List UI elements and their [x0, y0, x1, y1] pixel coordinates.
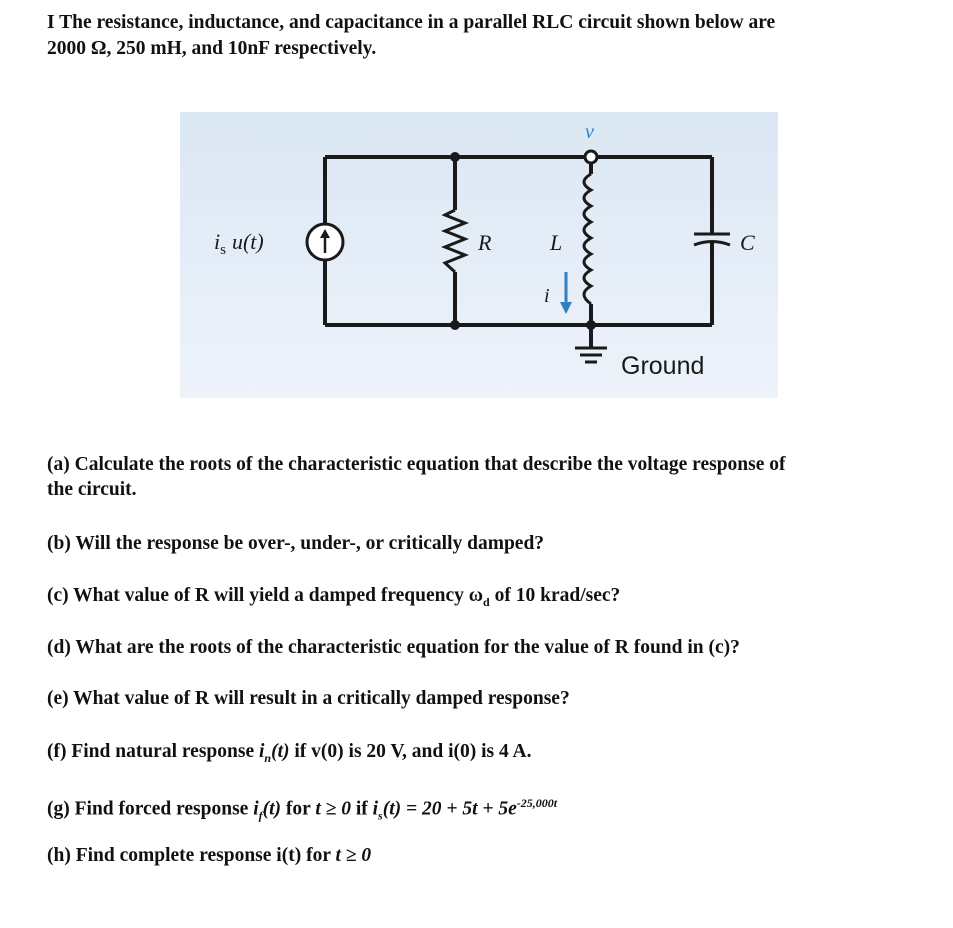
question-b: (b) Will the response be over-, under-, or critically damped? [47, 533, 545, 554]
node-top-resistor [450, 152, 460, 162]
question-h-text: (h) Find complete response i(t) for [47, 845, 336, 866]
source-current-symbol: i [372, 798, 379, 820]
voltage-label: v [585, 121, 594, 143]
question-g [47, 791, 927, 828]
question-d: (d) What are the roots of the characteristic equation for the value of R found in (c)? [47, 637, 740, 658]
node-bottom-resistor [450, 320, 460, 330]
resistor-label: R [478, 230, 492, 255]
question-e: (e) What value of R will result in a critically damped response? [47, 688, 570, 709]
question-h-condition: t ≥ 0 [335, 845, 372, 866]
question-a-line-1: (a) Calculate the roots of the characteristic equation that describe the voltage response of [47, 454, 786, 475]
intro-line-2: 2000 Ω, 250 mH, and 10nF respectively. [47, 38, 377, 59]
intro-line-1: I The resistance, inductance, and capacitance in a parallel RLC circuit shown below are [47, 12, 776, 33]
question-a [47, 452, 927, 502]
omega-subscript: d [483, 594, 490, 609]
question-h [47, 843, 927, 868]
question-f-text: (f) Find natural response [47, 741, 259, 762]
source-current-subscript: s [378, 808, 383, 823]
forced-response-symbol: i [253, 798, 259, 820]
circuit-diagram [180, 112, 778, 398]
question-a-line-2: the circuit. [47, 479, 137, 500]
question-g-if: if [350, 798, 373, 820]
source-current-exponent: -25,000t [516, 796, 558, 810]
forced-response-arg: (t) [262, 798, 282, 820]
forced-response-subscript: f [258, 808, 263, 823]
question-f-end: if v(0) is 20 V, and i(0) is 4 A. [289, 741, 532, 762]
rlc-circuit-figure [180, 112, 778, 398]
problem-intro [47, 10, 927, 62]
voltage-terminal [585, 151, 597, 163]
current-label: i [544, 285, 550, 307]
question-c-text: (c) What value of R will yield a damped frequency [47, 585, 469, 606]
question-c-end: of 10 krad/sec? [489, 585, 621, 606]
resistor-symbol [445, 210, 465, 272]
source-current-expression: (t) = 20 + 5t + 5e [382, 798, 517, 820]
question-g-condition: t ≥ 0 [315, 798, 351, 820]
source-label: $i_s$ u(t) [214, 229, 264, 258]
natural-response-subscript: n [264, 750, 272, 765]
question-c [47, 583, 927, 615]
inductor-symbol [584, 174, 591, 304]
inductor-label: L [550, 230, 563, 255]
question-g-text: (g) Find forced response [47, 798, 254, 820]
ground-label: Ground [621, 352, 705, 380]
omega-symbol: ω [468, 585, 484, 606]
question-g-for: for [281, 798, 316, 820]
natural-response-symbol: i [259, 741, 265, 762]
question-f [47, 739, 927, 771]
inductor-current-arrowhead [560, 302, 572, 314]
capacitor-label: C [740, 230, 755, 255]
natural-response-arg: (t) [271, 741, 290, 762]
node-bottom-inductor [586, 320, 596, 330]
